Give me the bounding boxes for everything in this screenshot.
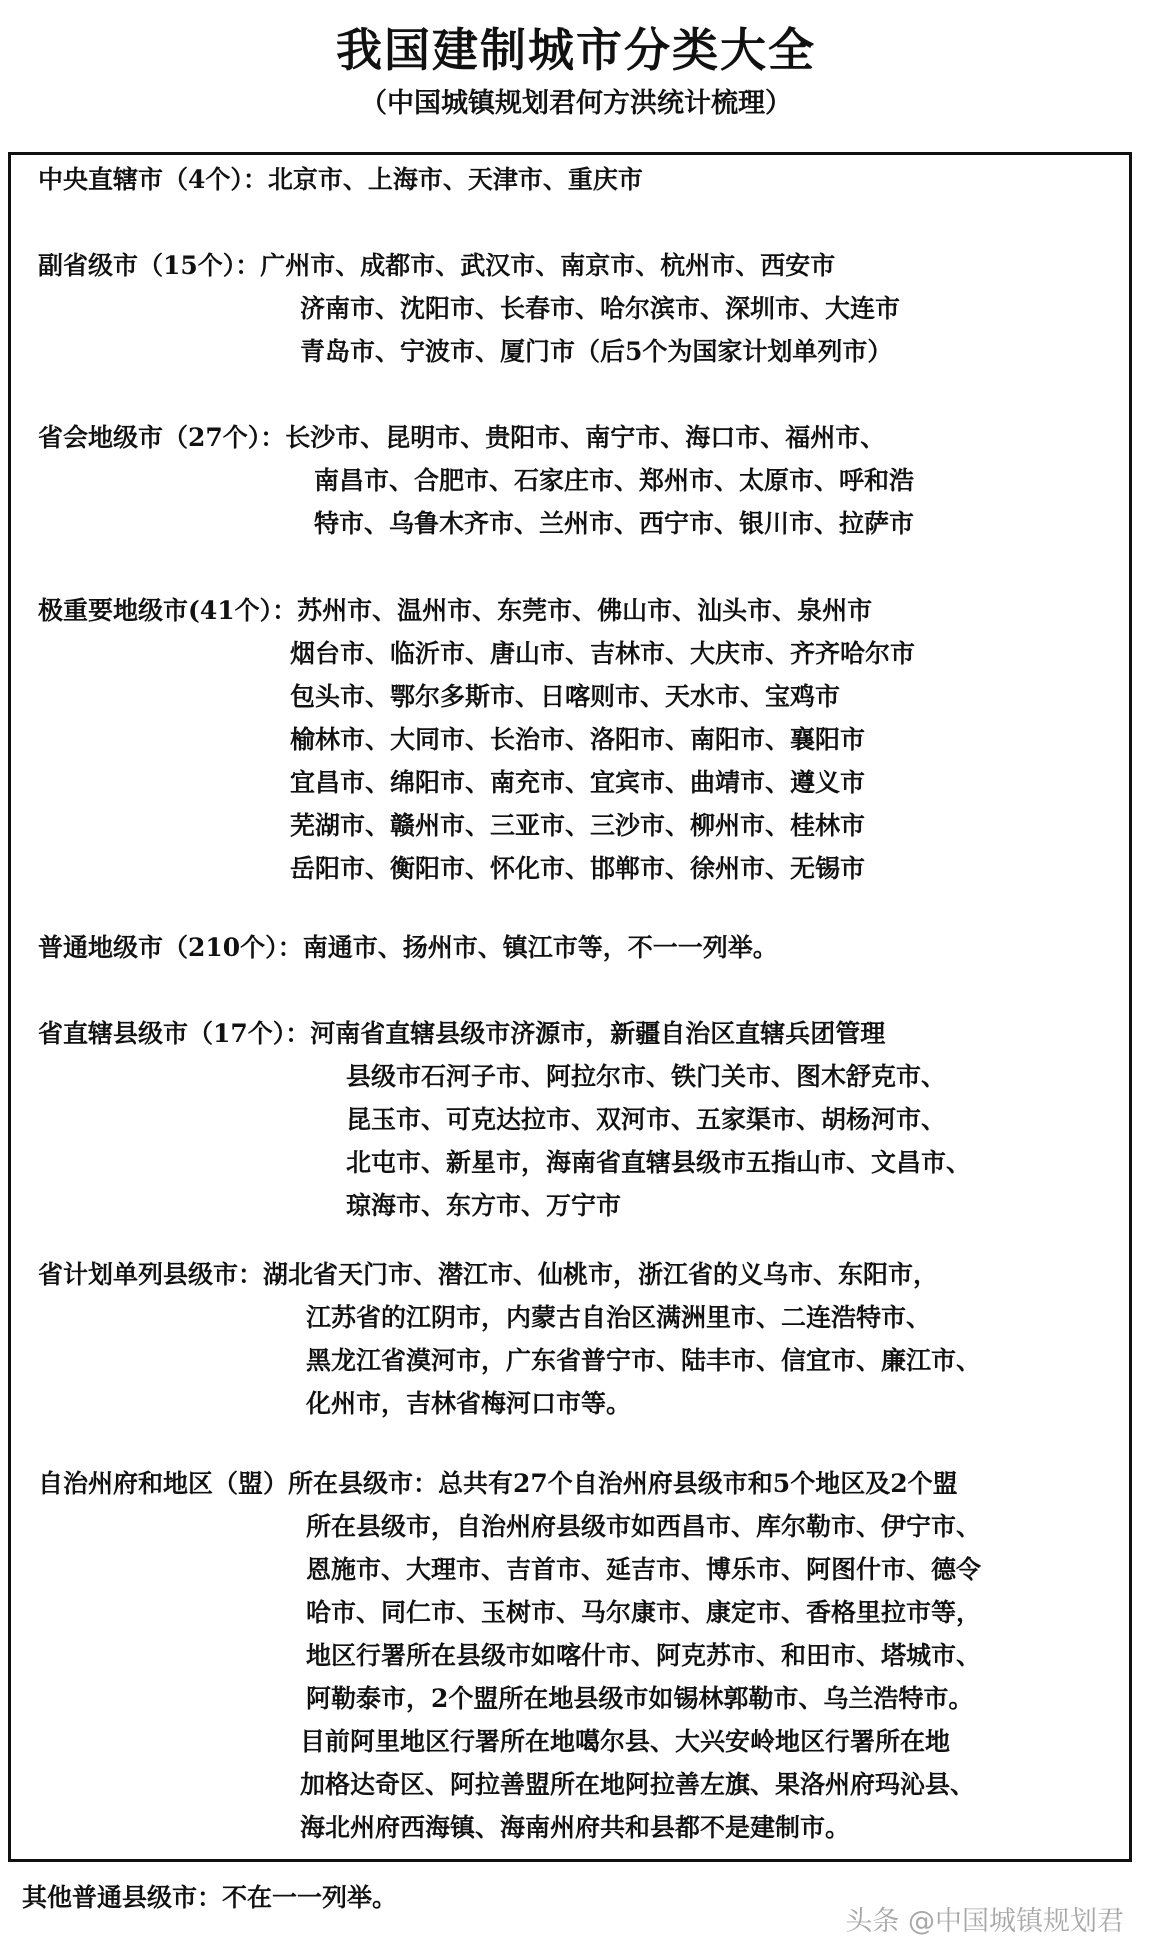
section-label: 普通地级市（210个）： [38, 933, 303, 962]
section-label: 自治州府和地区（盟）所在县级市： [38, 1469, 439, 1498]
section-label: 极重要地级市(41个）： [38, 596, 298, 625]
section-line: 阿勒泰市，2个盟所在地县级市如锡林郭勒市、乌兰浩特市。 [306, 1684, 974, 1713]
section-label: 省会地级市（27个）： [38, 423, 286, 452]
section-line: 恩施市、大理市、吉首市、延吉市、博乐市、阿图什市、德令 [306, 1555, 982, 1584]
section-line: 目前阿里地区行署所在地噶尔县、大兴安岭地区行署所在地 [300, 1727, 951, 1756]
section-line: 岳阳市、衡阳市、怀化市、邯郸市、徐州市、无锡市 [290, 854, 866, 883]
section-line: 特市、乌鲁木齐市、兰州市、西宁市、银川市、拉萨市 [314, 509, 915, 538]
section-line: 化州市，吉林省梅河口市等。 [306, 1389, 632, 1418]
section-line: 江苏省的江阴市，内蒙古自治区满洲里市、二连浩特市、 [306, 1303, 932, 1332]
section-sub-provincial-continued [300, 287, 900, 373]
footer-note: 其他普通县级市：不在一一列举。 [22, 1883, 398, 1912]
section-autonomous-prefecture-note [300, 1720, 975, 1849]
section-provincial-capitals [38, 416, 885, 459]
section-label: 省计划单列县级市： [38, 1260, 264, 1289]
section-line: 昆玉市、可克达拉市、双河市、五家渠市、胡杨河市、 [346, 1105, 947, 1134]
watermark: 头条 @中国城镇规划君 [845, 1906, 1124, 1937]
section-autonomous-prefecture-county-cities-continued [306, 1505, 981, 1720]
section-line: 济南市、沈阳市、长春市、哈尔滨市、深圳市、大连市 [300, 294, 901, 323]
section-line: 包头市、鄂尔多斯市、日喀则市、天水市、宝鸡市 [290, 682, 841, 711]
section-line: 北京市、上海市、天津市、重庆市 [267, 165, 643, 194]
page-subtitle: （中国城镇规划君何方洪统计梳理） [360, 88, 792, 119]
section-sub-provincial [38, 244, 835, 287]
section-line: 县级市石河子市、阿拉尔市、铁门关市、图木舒克市、 [346, 1062, 947, 1091]
section-line: 加格达奇区、阿拉善盟所在地阿拉善左旗、果洛州府玛沁县、 [300, 1770, 976, 1799]
section-line: 黑龙江省漠河市，广东省普宁市、陆丰市、信宜市、廉江市、 [306, 1346, 982, 1375]
section-line: 苏州市、温州市、东莞市、佛山市、汕头市、泉州市 [297, 596, 873, 625]
section-province-direct-county-cities-continued [346, 1055, 971, 1227]
section-provincial-capitals-continued [314, 459, 914, 545]
section-planned-county-cities-continued [306, 1296, 981, 1425]
section-label: 副省级市（15个）： [38, 251, 261, 280]
section-line: 榆林市、大同市、长治市、洛阳市、南阳市、襄阳市 [290, 725, 866, 754]
page-title: 我国建制城市分类大全 [336, 23, 816, 77]
section-line: 青岛市、宁波市、厦门市（后5个为国家计划单列市） [300, 337, 893, 366]
section-line: 南通市、扬州市、镇江市等，不一一列举。 [302, 933, 778, 962]
section-line: 北屯市、新星市，海南省直辖县级市五指山市、文昌市、 [346, 1148, 972, 1177]
section-line: 所在县级市，自治州府县级市如西昌市、库尔勒市、伊宁市、 [306, 1512, 982, 1541]
section-line: 广州市、成都市、武汉市、南京市、杭州市、西安市 [260, 251, 836, 280]
section-line: 烟台市、临沂市、唐山市、吉林市、大庆市、齐齐哈尔市 [290, 639, 916, 668]
section-line: 河南省直辖县级市济源市，新疆自治区直辖兵团管理 [310, 1019, 886, 1048]
section-line: 琼海市、东方市、万宁市 [346, 1191, 622, 1220]
section-label: 中央直辖市（4个）： [38, 165, 268, 194]
section-province-direct-county-cities [38, 1012, 885, 1055]
section-line: 总共有27个自治州府县级市和5个地区及2个盟 [438, 1469, 958, 1498]
section-line: 宜昌市、绵阳市、南充市、宜宾市、曲靖市、遵义市 [290, 768, 866, 797]
section-label: 省直辖县级市（17个）： [38, 1019, 311, 1048]
section-line: 长沙市、昆明市、贵阳市、南宁市、海口市、福州市、 [285, 423, 886, 452]
section-municipalities [38, 158, 643, 201]
section-line: 地区行署所在县级市如喀什市、阿克苏市、和田市、塔城市、 [306, 1641, 982, 1670]
section-line: 海北州府西海镇、海南州府共和县都不是建制市。 [300, 1813, 851, 1842]
section-key-prefecture-cities-continued [290, 632, 915, 890]
section-line: 哈市、同仁市、玉树市、马尔康市、康定市、香格里拉市等， [306, 1598, 982, 1627]
section-line: 芜湖市、赣州市、三亚市、三沙市、柳州市、桂林市 [290, 811, 866, 840]
section-line: 湖北省天门市、潜江市、仙桃市，浙江省的义乌市、东阳市， [263, 1260, 939, 1289]
section-autonomous-prefecture-county-cities [38, 1462, 958, 1505]
section-planned-county-cities [38, 1253, 938, 1296]
section-line: 南昌市、合肥市、石家庄市、郑州市、太原市、呼和浩 [314, 466, 915, 495]
section-ordinary-prefecture-cities [38, 926, 778, 969]
section-key-prefecture-cities [38, 589, 872, 632]
